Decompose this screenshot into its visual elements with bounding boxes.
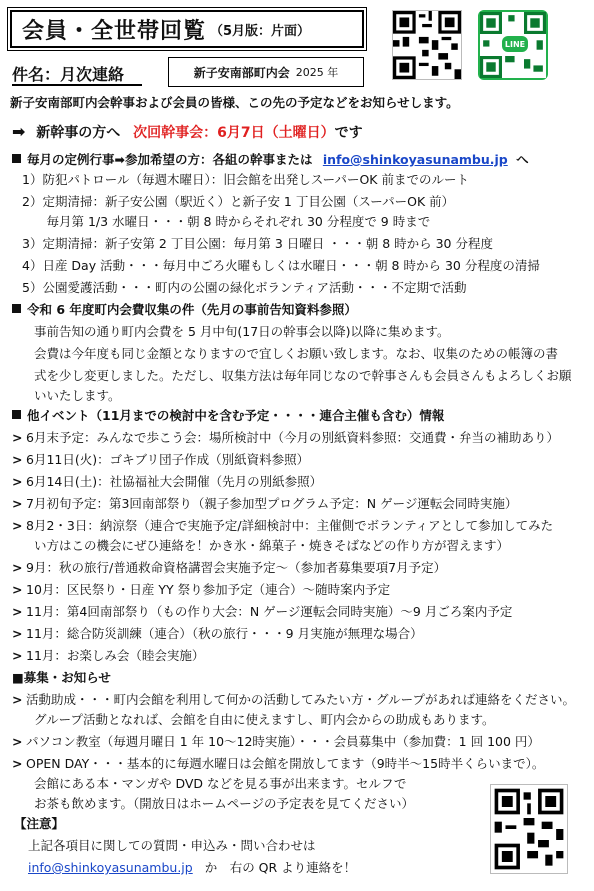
chevron-right-icon: > bbox=[12, 648, 23, 663]
org-box bbox=[168, 57, 364, 87]
events-heading bbox=[12, 406, 444, 426]
chevron-right-icon: > bbox=[12, 692, 23, 707]
notices-heading: ■募集・お知らせ bbox=[12, 670, 111, 685]
square-bullet-icon bbox=[12, 154, 21, 163]
attention-line-1: 上記各項目に関しての質問・申込み・問い合わせは bbox=[28, 838, 316, 853]
attention-line-2-tail: か 右の QR より連絡を！ bbox=[204, 860, 357, 875]
chevron-right-icon: > bbox=[12, 430, 23, 445]
fee-heading-text: 令和 6 年度町内会費収集の件（先月の事前告知資料参照） bbox=[27, 302, 357, 317]
fee-line-3: 式を少し変更しました。ただし、収集方法は毎年同じなので幹事さんも会員さんもよろしくお願 bbox=[34, 368, 572, 383]
notice-item: > 活動助成・・・町内会館を利用して何かの活動してみたい方・グループがあれば連絡をください。 bbox=[12, 690, 575, 710]
regular-item-5: 5）公園愛護活動・・・町内の公園の緑化ボランティア活動・・・不定期で活動 bbox=[22, 280, 467, 295]
chevron-right-icon: > bbox=[12, 626, 23, 641]
email-link-attention[interactable]: info@shinkoyasunambu.jp bbox=[28, 860, 193, 875]
event-item: > 10月：区民祭り・日産 YY 祭り参加予定（連合）～随時案内予定 bbox=[12, 580, 390, 600]
notice-item: > パソコン教室（毎週月曜日 1 年 10～12時実施）・・・会員募集中（参加費：1 回 100 円） bbox=[12, 732, 540, 752]
qr-code-website[interactable] bbox=[392, 10, 462, 80]
event-item: > 6月14日(土)：社協福祉大会開催（先月の別紙参照） bbox=[12, 472, 322, 492]
chevron-right-icon: > bbox=[12, 452, 23, 467]
attention-heading: 【注意】 bbox=[14, 816, 65, 831]
square-bullet-icon bbox=[12, 410, 21, 419]
qr-code-contact[interactable] bbox=[490, 784, 568, 874]
fee-line-1: 事前告知の通り町内会費を 5 月中旬(17日の幹事会以降)以降に集めます。 bbox=[34, 324, 450, 339]
event-item: > 11月：お楽しみ会（睦会実施） bbox=[12, 646, 204, 666]
attention-line-2 bbox=[28, 858, 356, 878]
regular-item-3: 3）定期清掃：新子安第 2 丁目公園：毎月第 3 日曜日 ・・・朝 8 時から 30 分程度 bbox=[22, 236, 493, 251]
chevron-right-icon: > bbox=[12, 496, 23, 511]
fee-heading bbox=[12, 300, 357, 320]
intro-text: 新子安南部町内会幹事および会員の皆様、この先の予定などをお知らせします。 bbox=[10, 95, 459, 110]
event-item: > 8月2・3日：納涼祭（連合で実施予定/詳細検討中：主催側でボランティアとして参加してみた bbox=[12, 516, 553, 536]
regular-heading bbox=[12, 150, 529, 170]
title-box bbox=[10, 10, 364, 48]
notice-item-cont: グループ活動となれば、会館を自由に使えますし、町内会からの助成もあります。 bbox=[34, 712, 495, 727]
chevron-right-icon: > bbox=[12, 582, 23, 597]
events-heading-text: 他イベント（11月までの検討中を含む予定・・・・連合主催も含む）情報 bbox=[27, 408, 445, 423]
regular-item-4: 4）日産 Day 活動・・・毎月中ごろ火曜もしくは水曜日・・・朝 8 時から 30 分程度の清掃 bbox=[22, 258, 540, 273]
event-item: > 11月：第4回南部祭り（もの作り大会：N ゲージ運転会同時実施）～9 月ごろ案内予定 bbox=[12, 602, 512, 622]
line-logo-icon: LINE bbox=[502, 36, 528, 52]
regular-item-1: 1）防犯パトロール（毎週木曜日）：旧会館を出発しスーパーOK 前までのルート bbox=[22, 172, 469, 187]
regular-heading-text: 毎月の定例行事➡参加希望の方：各組の幹事または bbox=[27, 152, 313, 167]
subject-underline bbox=[12, 84, 142, 86]
next-meeting-date: 次回幹事会：6月7日（土曜日） bbox=[133, 125, 335, 141]
event-item-cont: い方はこの機会にぜひ連絡を！かき氷・綿菓子・焼きそばなどの作り方が習えます） bbox=[34, 538, 510, 553]
email-link-regular[interactable]: info@shinkoyasunambu.jp bbox=[322, 152, 508, 167]
org-name: 新子安南部町内会 bbox=[193, 65, 290, 80]
qr-code-line[interactable] bbox=[478, 10, 548, 80]
event-item: > 6月末予定：みんなで歩こう会：場所検討中（今月の別紙資料参照：交通費・弁当の補助あり） bbox=[12, 428, 559, 448]
event-item: > 6月11日(火)：ゴキブリ団子作成（別紙資料参照） bbox=[12, 450, 309, 470]
subject-label: 件名：月次連絡 bbox=[12, 65, 125, 84]
square-bullet-icon bbox=[12, 304, 21, 313]
chevron-right-icon: > bbox=[12, 518, 23, 533]
chevron-right-icon: > bbox=[12, 756, 23, 771]
arrow-right-icon: ➡ bbox=[12, 122, 26, 141]
chevron-right-icon: > bbox=[12, 734, 23, 749]
event-item: > 11月：総合防災訓練（連合）（秋の旅行・・・9 月実施が無理な場合） bbox=[12, 624, 423, 644]
fee-line-4: いいたします。 bbox=[34, 388, 121, 403]
regular-item-2: 2）定期清掃：新子安公園（駅近く）と新子安 1 丁目公園（スーパーOK 前） bbox=[22, 194, 455, 209]
event-item: > 7月初旬予定：第3回南部祭り（親子参加型プログラム予定：N ゲージ運転会同時実施） bbox=[12, 494, 517, 514]
regular-item-2-cont: 毎月第 1/3 水曜日・・・朝 8 時からそれぞれ 30 分程度で 9 時まで bbox=[34, 214, 431, 229]
document-title: 会員・全世帯回覧 bbox=[22, 18, 207, 44]
notice-item-cont: 会館にある本・マンガや DVD などを見る事が出来ます。セルフで bbox=[34, 776, 407, 791]
org-year: 2025 年 bbox=[295, 66, 339, 79]
next-meeting-suffix: です bbox=[334, 125, 363, 141]
notice-item: > OPEN DAY・・・基本的に毎週水曜日は会館を開放してます（9時半～15時半くらいまで）。 bbox=[12, 754, 544, 774]
chevron-right-icon: > bbox=[12, 560, 23, 575]
chevron-right-icon: > bbox=[12, 474, 23, 489]
event-item: > 9月：秋の旅行/普通救命資格講習会実施予定～（参加者募集要項7月予定） bbox=[12, 558, 446, 578]
next-meeting-line bbox=[12, 122, 363, 142]
fee-line-2: 会費は今年度も同じ金額となりますので宜しくお願い致します。なお、収集のための帳簿の書 bbox=[34, 346, 559, 361]
next-meeting-prefix: 新幹事の方へ bbox=[36, 125, 121, 141]
edition-label: （5月版：片面） bbox=[210, 23, 311, 39]
regular-heading-tail: へ bbox=[516, 152, 529, 167]
chevron-right-icon: > bbox=[12, 604, 23, 619]
notice-item-cont: お茶も飲めます。（開放日はホームページの予定表を見てください） bbox=[34, 796, 415, 811]
